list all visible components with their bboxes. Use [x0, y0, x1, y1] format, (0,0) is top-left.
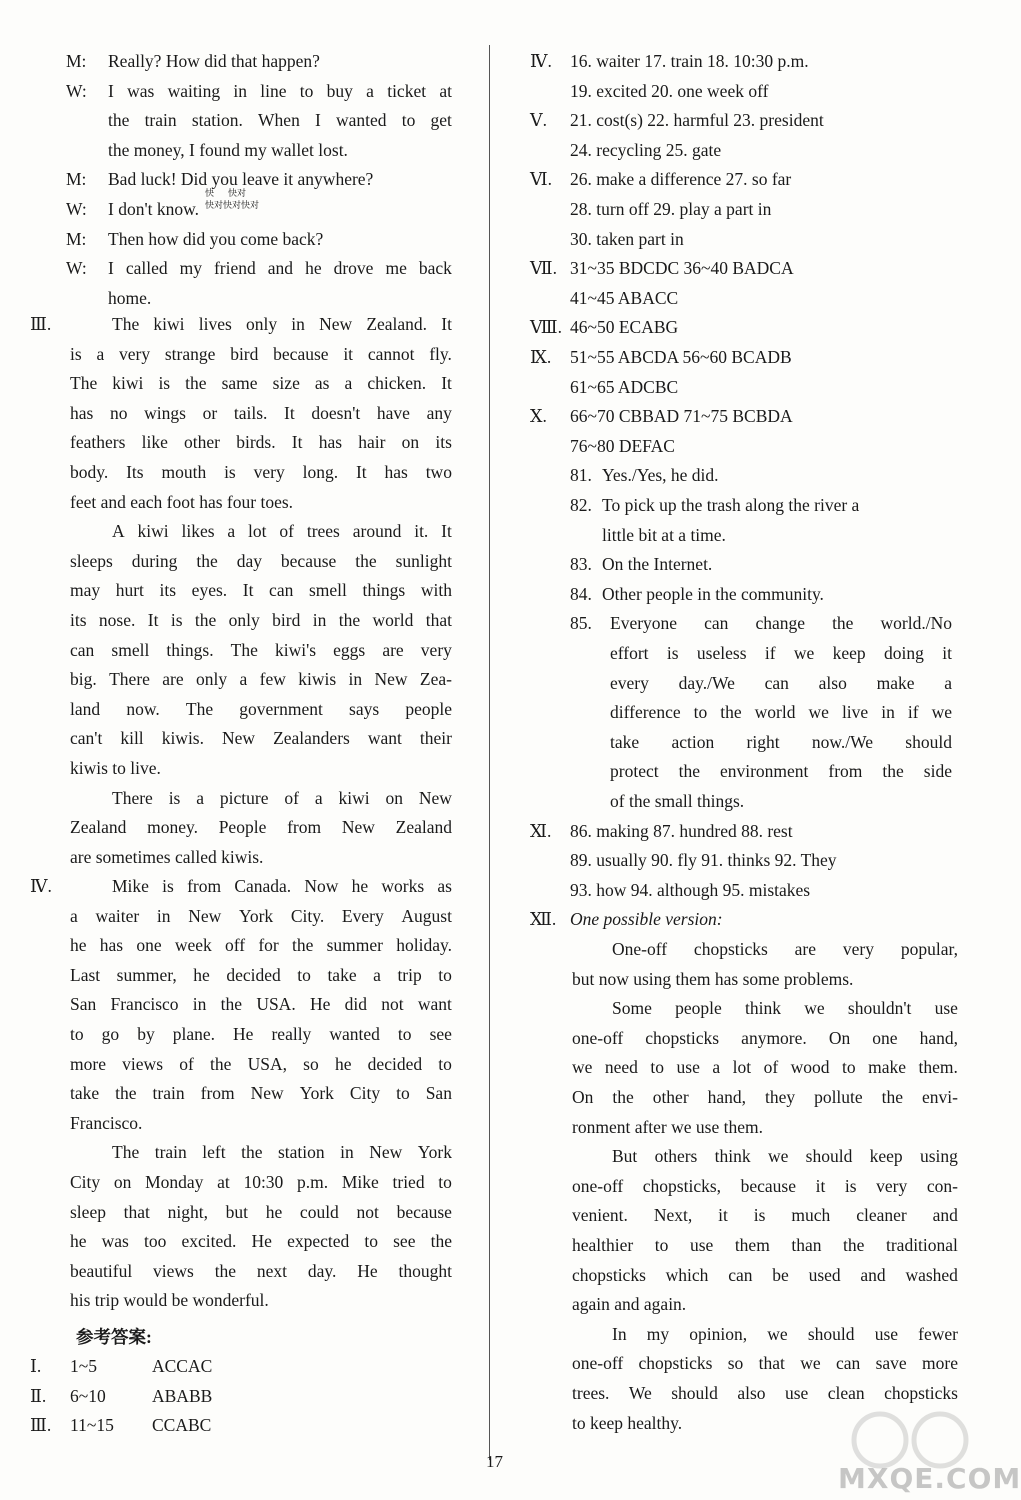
handwritten-note: 快对 — [228, 189, 247, 199]
question-number: 81. — [570, 465, 592, 486]
answer-numeral: Ⅲ. — [30, 1415, 52, 1436]
passage-line: more views of the USA, so he decided to — [70, 1053, 452, 1074]
essay-line: one-off chopsticks so that we can save more — [572, 1353, 958, 1374]
essay-line: chopsticks which can be used and washed — [572, 1264, 958, 1285]
answer-range: 1~5 — [70, 1356, 97, 1376]
answer-text: Other people in the community. — [602, 583, 824, 604]
essay-line: but now using them has some problems. — [572, 968, 854, 989]
passage-line: The kiwi lives only in New Zealand. It — [112, 314, 452, 334]
passage-line: sleep that night, but he could not because — [70, 1201, 452, 1222]
passage-line: kiwis to live. — [70, 758, 161, 778]
answer-text: little bit at a time. — [602, 524, 726, 545]
answer-line: 41~45 ABACC — [570, 287, 679, 308]
essay-line: But others think we should keep using — [612, 1146, 958, 1167]
answer-text: take action right now./We should — [610, 731, 952, 752]
handwritten-note: 快 — [205, 189, 215, 199]
passage-line: body. Its mouth is very long. It has two — [70, 462, 452, 482]
passage-line: take the train from New York City to San — [70, 1083, 452, 1104]
answer-line: 86. making 87. hundred 88. rest — [570, 820, 793, 841]
answer-value: CCABC — [152, 1415, 212, 1436]
passage-line: its nose. It is the only bird in the world that — [70, 610, 452, 630]
passage-line: City on Monday at 10:30 p.m. Mike tried to — [70, 1172, 452, 1192]
question-number: 85. — [570, 613, 592, 634]
passage-line: Last summer, he decided to take a trip to — [70, 964, 452, 985]
dialogue-line: I don't know. — [108, 199, 199, 219]
section-numeral: Ⅲ. — [30, 314, 52, 334]
answer-line: 28. turn off 29. play a part in — [570, 199, 772, 219]
passage-line: land now. The government says people — [70, 698, 452, 719]
passage-line: feathers like other birds. It has hair on its — [70, 432, 452, 453]
dialogue-line: Really? How did that happen? — [108, 51, 320, 71]
answer-line: 46~50 ECABG — [570, 317, 679, 338]
answer-numeral: Ⅰ. — [30, 1356, 42, 1376]
passage-line: A kiwi likes a lot of trees around it. It — [112, 521, 452, 542]
answer-line: 21. cost(s) 22. harmful 23. president — [570, 110, 824, 131]
passage-line: Francisco. — [70, 1112, 143, 1133]
essay-line: one-off chopsticks anymore. On one hand, — [572, 1027, 958, 1048]
section-numeral: Ⅶ. — [530, 258, 557, 279]
section-numeral: Ⅳ. — [30, 876, 52, 896]
speaker-label: M: — [66, 51, 87, 71]
answer-line: 93. how 94. although 95. mistakes — [570, 879, 811, 900]
answer-line: 61~65 ADCBC — [570, 376, 679, 397]
answer-line: 66~70 CBBAD 71~75 BCBDA — [570, 406, 793, 427]
dialogue-line: the train station. When I wanted to get — [108, 110, 452, 131]
section-numeral: Ⅻ. — [530, 909, 557, 930]
answer-text: To pick up the trash along the river a — [602, 495, 860, 515]
passage-line: The kiwi is the same size as a chicken. It — [70, 373, 452, 394]
dialogue-line: home. — [108, 287, 152, 308]
page-number: 17 — [486, 1452, 503, 1471]
dialogue-line: I called my friend and he drove me back — [108, 258, 452, 279]
dialogue-line: I was waiting in line to buy a ticket at — [108, 80, 452, 101]
answer-text: of the small things. — [610, 791, 745, 811]
speaker-label: W: — [66, 199, 87, 219]
passage-line: he was too excited. He expected to see the — [70, 1231, 452, 1252]
passage-line: are sometimes called kiwis. — [70, 846, 264, 867]
passage-line: can smell things. The kiwi's eggs are very — [70, 639, 452, 660]
passage-line: beautiful views the next day. He thought — [70, 1260, 452, 1281]
answer-text: On the Internet. — [602, 554, 713, 575]
essay-line: trees. We should also use clean chopsticks — [572, 1383, 958, 1403]
question-number: 82. — [570, 495, 592, 515]
passage-line: is a very strange bird because it cannot fly. — [70, 343, 452, 364]
passage-line: feet and each foot has four toes. — [70, 491, 294, 512]
passage-line: has no wings or tails. It doesn't have any — [70, 402, 452, 423]
answer-text: difference to the world we live in if we — [610, 702, 952, 723]
passage-line: There is a picture of a kiwi on New — [112, 787, 452, 808]
dialogue-line: Bad luck! Did you leave it anywhere? — [108, 169, 374, 190]
answer-line: 19. excited 20. one week off — [570, 80, 769, 101]
essay-line: to keep healthy. — [572, 1412, 683, 1433]
answer-line: 31~35 BDCDC 36~40 BADCA — [570, 258, 794, 279]
section-numeral: Ⅵ. — [530, 169, 552, 190]
section-numeral: Ⅸ. — [530, 347, 552, 367]
answer-line: 76~80 DEFAC — [570, 435, 675, 456]
essay-line: One-off chopsticks are very popular, — [612, 939, 958, 959]
answer-value: ABABB — [152, 1385, 213, 1406]
passage-line: Mike is from Canada. Now he works as — [112, 876, 452, 896]
column-divider — [489, 45, 490, 1460]
answer-line: 30. taken part in — [570, 228, 684, 249]
essay-line: In my opinion, we should use fewer — [612, 1323, 958, 1344]
passage-line: may hurt its eyes. It can smell things with — [70, 580, 452, 601]
essay-line: venient. Next, it is much cleaner and — [572, 1205, 958, 1226]
watermark-text: MXQE.COM — [838, 1462, 1021, 1495]
section-numeral: Ⅴ. — [530, 110, 548, 131]
answer-line: 24. recycling 25. gate — [570, 139, 722, 160]
answer-line: 26. make a difference 27. so far — [570, 169, 792, 190]
passage-line: The train left the station in New York — [112, 1142, 452, 1163]
answers-heading: 参考答案: — [76, 1327, 152, 1347]
answer-text: Yes./Yes, he did. — [602, 465, 719, 486]
essay-label: One possible version: — [570, 909, 723, 930]
essay-line: one-off chopsticks, because it is very con- — [572, 1175, 958, 1196]
speaker-label: W: — [66, 258, 87, 279]
essay-line: again and again. — [572, 1294, 687, 1315]
answer-range: 11~15 — [70, 1415, 114, 1436]
passage-line: he has one week off for the summer holiday. — [70, 935, 452, 956]
answer-value: ACCAC — [152, 1356, 213, 1376]
passage-line: a waiter in New York City. Every August — [70, 905, 452, 926]
answer-range: 6~10 — [70, 1385, 106, 1406]
answer-text: Everyone can change the world./No — [610, 613, 952, 634]
speaker-label: M: — [66, 169, 87, 190]
passage-line: sleeps during the day because the sunlight — [70, 550, 452, 571]
essay-line: healthier to use them than the traditional — [572, 1235, 958, 1255]
passage-line: big. There are only a few kiwis in New Zea- — [70, 669, 452, 690]
answer-numeral: Ⅱ. — [30, 1385, 47, 1406]
answer-text: effort is useless if we keep doing it — [610, 643, 952, 663]
section-numeral: Ⅳ. — [530, 51, 552, 71]
speaker-label: M: — [66, 228, 87, 249]
passage-line: Zealand money. People from New Zealand — [70, 817, 452, 838]
speaker-label: W: — [66, 80, 87, 101]
section-numeral: Ⅷ. — [530, 317, 562, 338]
passage-line: can't kill kiwis. New Zealanders want their — [70, 728, 452, 749]
passage-line: to go by plane. He really wanted to see — [70, 1024, 452, 1044]
essay-line: we need to use a lot of wood to make them. — [572, 1057, 958, 1078]
section-numeral: Ⅹ. — [530, 406, 547, 427]
dialogue-line: Then how did you come back? — [108, 228, 324, 249]
answer-text: protect the environment from the side — [610, 761, 952, 782]
section-numeral: Ⅺ. — [530, 820, 552, 841]
essay-line: Some people think we shouldn't use — [612, 998, 958, 1019]
answer-line: 16. waiter 17. train 18. 10:30 p.m. — [570, 51, 809, 71]
answer-line: 89. usually 90. fly 91. thinks 92. They — [570, 850, 837, 871]
passage-line: his trip would be wonderful. — [70, 1290, 269, 1311]
dialogue-line: the money, I found my wallet lost. — [108, 139, 348, 160]
answer-text: every day./We can also make a — [610, 672, 952, 693]
question-number: 83. — [570, 554, 592, 575]
question-number: 84. — [570, 583, 592, 604]
answer-line: 51~55 ABCDA 56~60 BCADB — [570, 347, 792, 367]
essay-line: On the other hand, they pollute the envi- — [572, 1087, 958, 1107]
essay-line: ronment after we use them. — [572, 1116, 763, 1137]
passage-line: San Francisco in the USA. He did not want — [70, 994, 452, 1015]
handwritten-note: 快对快对快对 — [205, 201, 260, 211]
